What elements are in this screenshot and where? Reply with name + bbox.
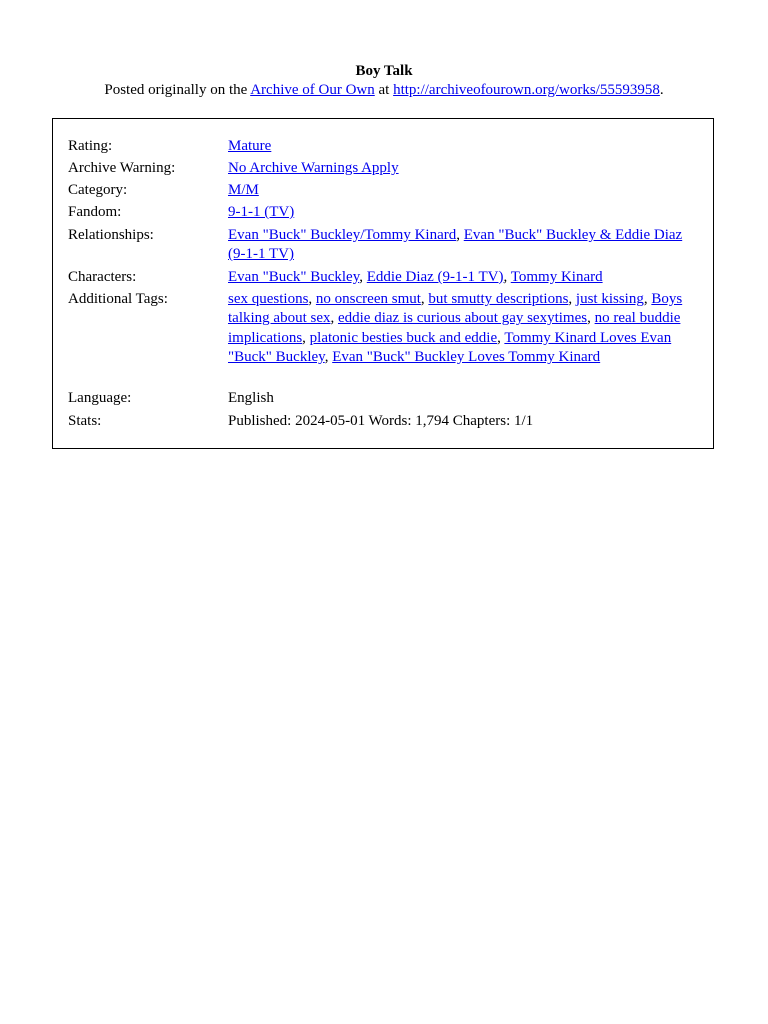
- meta-label-characters: Characters:: [68, 269, 137, 285]
- meta-value-language: English: [228, 390, 274, 406]
- tag-link[interactable]: eddie diaz is curious about gay sexytimes: [337, 310, 588, 327]
- meta-value-relationships: [228, 226, 700, 265]
- tag-link[interactable]: Tommy Kinard: [510, 269, 603, 285]
- at-text: at: [374, 82, 394, 98]
- tag-link[interactable]: 9-1-1 (TV): [228, 204, 295, 220]
- meta-label-warning: Archive Warning:: [68, 160, 176, 176]
- tag-separator: ,: [330, 310, 338, 327]
- meta-value-stats: Published: 2024-05-01 Words: 1,794 Chapters: 1/1: [228, 413, 534, 429]
- meta-value-category: [228, 181, 700, 200]
- tag-link[interactable]: but smutty descriptions: [428, 291, 569, 307]
- meta-label-category: Category:: [68, 182, 128, 198]
- tag-link[interactable]: No Archive Warnings Apply: [228, 160, 399, 176]
- meta-label-language: Language:: [68, 390, 132, 406]
- tag-link[interactable]: Evan "Buck" Buckley & Eddie Diaz (9-1-1 TV): [228, 227, 683, 263]
- posted-prefix: Posted originally on the: [104, 82, 251, 98]
- work-header: [0, 62, 768, 100]
- tag-link[interactable]: sex questions: [228, 291, 309, 307]
- meta-value-fandom: [228, 203, 700, 222]
- tag-separator: ,: [359, 269, 367, 285]
- meta-value-additional-tags: [228, 290, 700, 368]
- meta-value-warning: [228, 159, 700, 178]
- tag-separator: ,: [308, 291, 316, 307]
- tag-link[interactable]: Mature: [228, 138, 272, 154]
- tag-separator: ,: [456, 227, 464, 243]
- work-url-link[interactable]: http://archiveofourown.org/works/55593958: [393, 82, 660, 98]
- tag-separator: ,: [643, 291, 652, 307]
- tag-separator: ,: [503, 269, 511, 285]
- meta-label-fandom: Fandom:: [68, 204, 122, 220]
- tag-separator: ,: [587, 310, 595, 327]
- meta-value-rating: [228, 137, 700, 156]
- work-title: Boy Talk: [355, 63, 413, 79]
- tag-link[interactable]: Boys talking about sex: [228, 291, 683, 327]
- tag-separator: ,: [324, 349, 333, 366]
- tag-link[interactable]: M/M: [228, 182, 259, 198]
- tag-separator: ,: [497, 329, 505, 346]
- tag-link[interactable]: Evan "Buck" Buckley/Tommy Kinard: [228, 227, 457, 243]
- archive-link[interactable]: Archive of Our Own: [250, 82, 375, 98]
- meta-value-characters: [228, 268, 700, 287]
- meta-label-additional-tags: Additional Tags:: [68, 291, 168, 307]
- tag-link[interactable]: just kissing: [575, 291, 644, 307]
- tag-link[interactable]: Evan "Buck" Buckley: [228, 269, 360, 285]
- tag-separator: ,: [302, 329, 310, 346]
- tag-link[interactable]: platonic besties buck and eddie: [309, 329, 498, 346]
- tag-separator: ,: [420, 291, 429, 307]
- meta-box: [52, 118, 714, 449]
- tag-link[interactable]: no real buddie implications: [228, 310, 681, 346]
- tag-link[interactable]: Evan "Buck" Buckley Loves Tommy Kinard: [332, 349, 601, 366]
- meta-label-relationships: Relationships:: [68, 227, 154, 243]
- tag-link[interactable]: Tommy Kinard Loves Evan "Buck" Buckley: [228, 329, 672, 366]
- period: .: [659, 82, 664, 98]
- tag-link[interactable]: Eddie Diaz (9-1-1 TV): [366, 269, 504, 285]
- posted-line: [0, 81, 768, 100]
- tag-link[interactable]: no onscreen smut: [315, 291, 421, 307]
- tag-separator: ,: [568, 291, 576, 307]
- meta-label-stats: Stats:: [68, 413, 102, 429]
- meta-label-rating: Rating:: [68, 138, 113, 154]
